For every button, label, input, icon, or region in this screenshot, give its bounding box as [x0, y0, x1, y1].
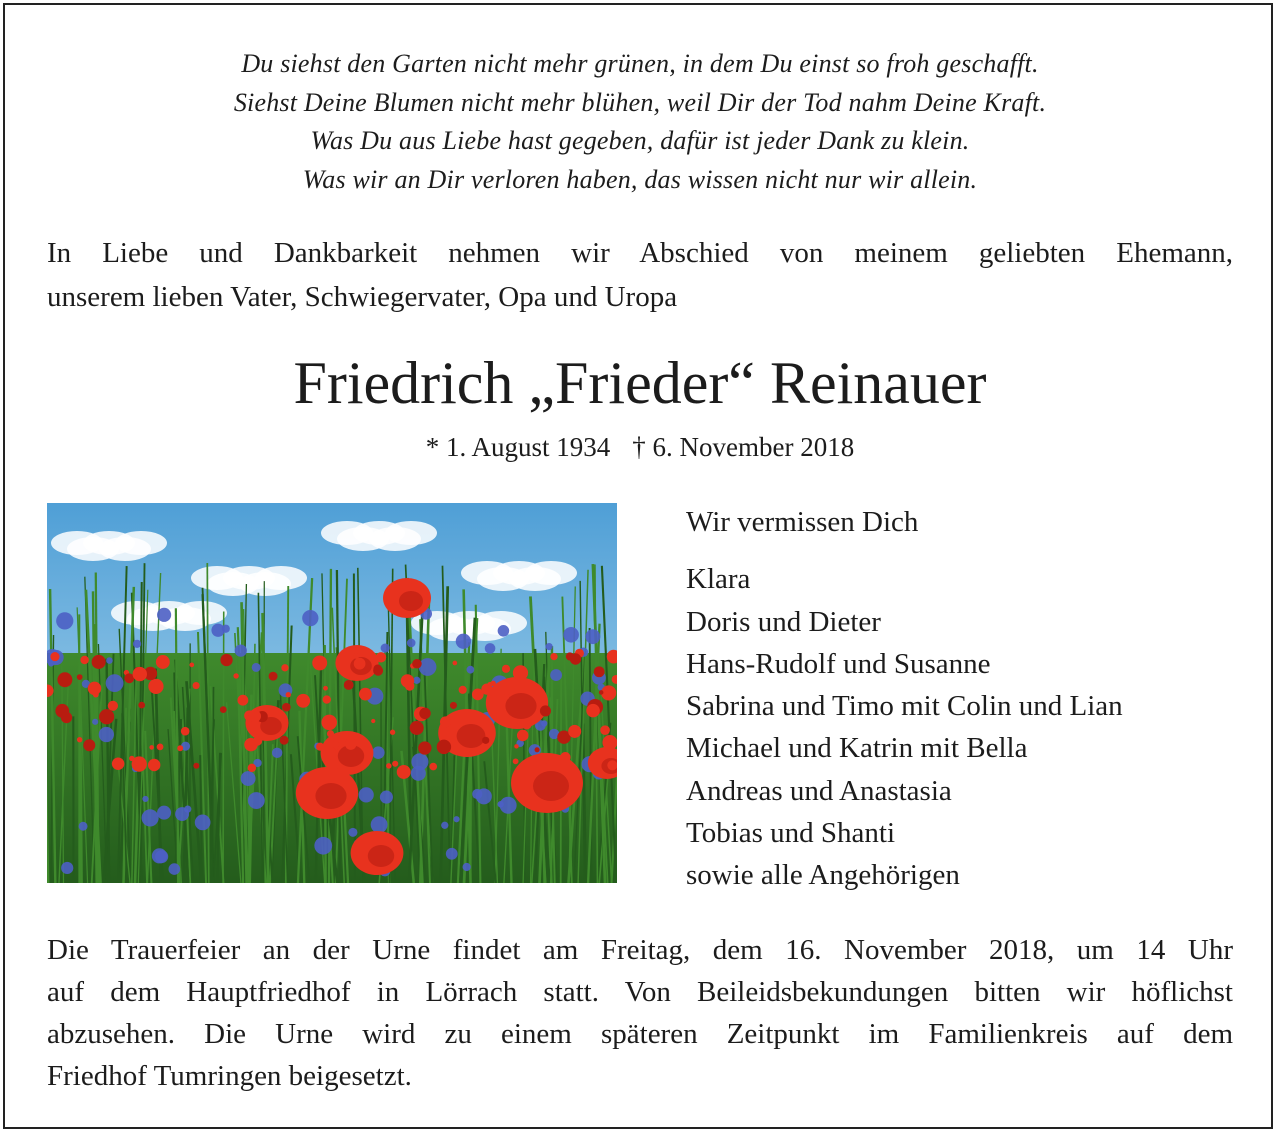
birth-date: * 1. August 1934: [425, 432, 611, 462]
mourners-list: [686, 501, 1246, 897]
notice-line: Die Trauerfeier an der Urne findet am Freitag, dem 16. November 2018, um 14 Uhr: [47, 934, 1233, 966]
mourner-name: Michael und Katrin mit Bella: [686, 732, 1028, 765]
memorial-poem: [5, 45, 1275, 199]
mourner-name: Tobias und Shanti: [686, 817, 896, 850]
flower-meadow-image: [47, 503, 617, 883]
notice-line: abzusehen. Die Urne wird zu einem späteren Zeitpunkt im Familienkreis auf dem: [47, 1018, 1233, 1050]
life-dates: [5, 429, 1275, 465]
poem-line: Du siehst den Garten nicht mehr grünen, in dem Du einst so froh geschafft.: [241, 49, 1039, 78]
death-date: † 6. November 2018: [632, 432, 855, 462]
poem-line: Was Du aus Liebe hast gegeben, dafür ist jeder Dank zu klein.: [310, 126, 970, 155]
obituary-frame: [3, 3, 1273, 1129]
mourner-name: Doris und Dieter: [686, 605, 881, 638]
intro-line: unserem lieben Vater, Schwiegervater, Opa und Uropa: [47, 281, 678, 313]
mourner-name: Sabrina und Timo mit Colin und Lian: [686, 690, 1123, 723]
poem-line: Siehst Deine Blumen nicht mehr blühen, weil Dir der Tod nahm Deine Kraft.: [233, 87, 1047, 117]
intro-line: In Liebe und Dankbarkeit nehmen wir Abschied von meinem geliebten Ehemann,: [47, 237, 1233, 269]
notice-line: auf dem Hauptfriedhof in Lörrach statt. Von Beileidsbekundungen bitten wir höflichst: [47, 976, 1233, 1008]
mourner-name: Klara: [686, 563, 751, 596]
funeral-notice: [47, 929, 1233, 1097]
deceased-name: Friedrich „Frieder“ Reinauer: [293, 350, 987, 416]
mourner-name: Andreas und Anastasia: [686, 774, 952, 807]
notice-line: Friedhof Tumringen beigesetzt.: [47, 1060, 412, 1092]
farewell-intro: [47, 231, 1233, 319]
mourners-lead: Wir vermissen Dich: [686, 506, 919, 538]
poem-line: Was wir an Dir verloren haben, das wissen nicht nur wir allein.: [302, 164, 978, 194]
mourner-name: Hans-Rudolf und Susanne: [686, 647, 991, 680]
mourner-name: sowie alle Angehörigen: [686, 859, 960, 892]
